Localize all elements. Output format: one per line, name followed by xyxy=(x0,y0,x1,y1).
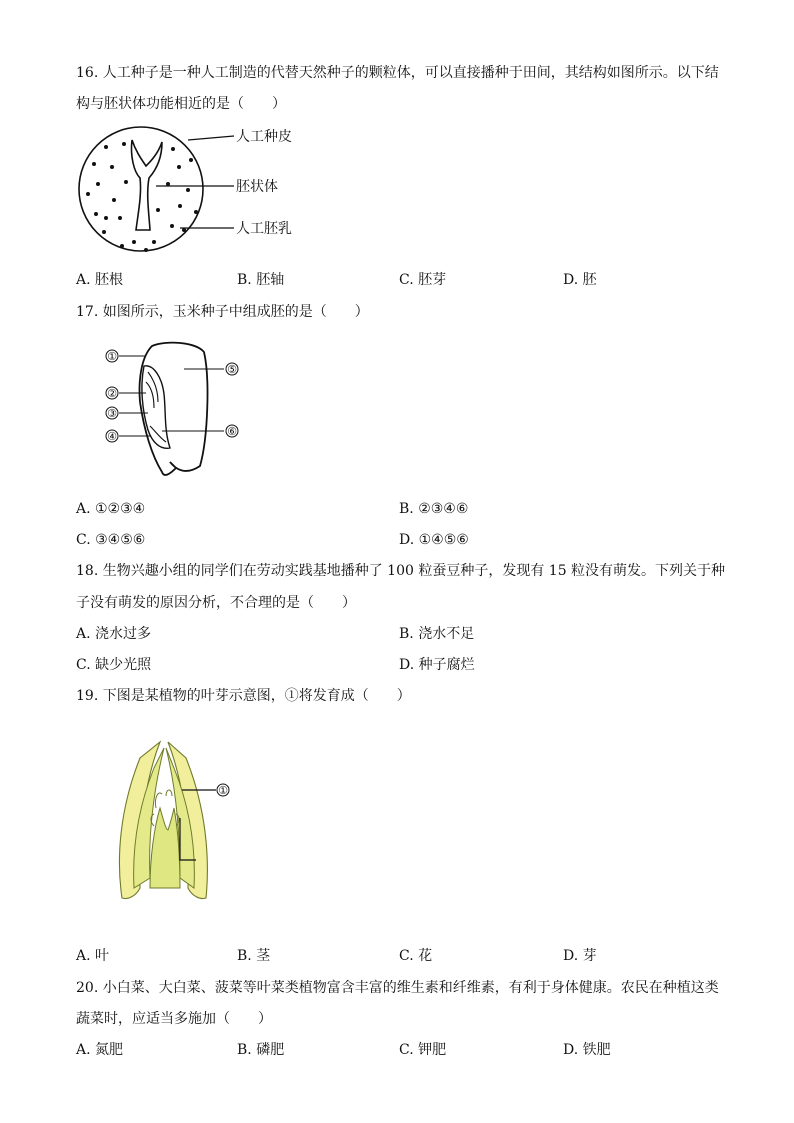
q20-option-d[interactable]: D. 铁肥 xyxy=(563,1042,611,1058)
q16-artificial-seed-figure xyxy=(76,122,316,262)
q16-option-a[interactable]: A. 胚根 xyxy=(76,272,124,288)
label-5: ⑤ xyxy=(227,363,237,376)
q19-option-a[interactable]: A. 叶 xyxy=(76,948,110,964)
q19-option-b[interactable]: B. 茎 xyxy=(237,948,271,964)
q19-option-c[interactable]: C. 花 xyxy=(399,948,433,964)
label-6: ⑥ xyxy=(227,425,237,438)
q16-option-d[interactable]: D. 胚 xyxy=(563,272,597,288)
q17-stem: 17. 如图所示，玉米种子中组成胚的是（ ） xyxy=(76,304,369,320)
label-2: ② xyxy=(107,387,117,400)
q16-option-b[interactable]: B. 胚轴 xyxy=(237,272,285,288)
q20-option-a[interactable]: A. 氮肥 xyxy=(76,1042,124,1058)
q16-stem-line1: 16. 人工种子是一种人工制造的代替天然种子的颗粒体，可以直接播种于田间，其结构如图所示。以下结 xyxy=(76,65,719,81)
q19-leaf-bud-figure xyxy=(110,738,240,904)
seed-outline xyxy=(140,343,208,475)
q18-option-d[interactable]: D. 种子腐烂 xyxy=(399,657,475,673)
label-1: ① xyxy=(218,784,228,797)
q18-option-c[interactable]: C. 缺少光照 xyxy=(76,657,152,673)
q17-option-b[interactable]: B. ②③④⑥ xyxy=(399,501,469,517)
q17-option-d[interactable]: D. ①④⑤⑥ xyxy=(399,532,469,548)
q18-option-a[interactable]: A. 浇水过多 xyxy=(76,626,152,642)
q19-option-d[interactable]: D. 芽 xyxy=(563,948,597,964)
label-1: ① xyxy=(107,350,117,363)
bud-axis xyxy=(150,808,180,888)
q16-stem-line2: 构与胚状体功能相近的是（ ） xyxy=(76,96,286,112)
q17-option-a[interactable]: A. ①②③④ xyxy=(76,501,146,517)
label-artificial-endosperm: 人工胚乳 xyxy=(236,221,292,237)
q20-stem-line2: 蔬菜时，应适当多施加（ ） xyxy=(76,1011,272,1027)
q18-option-b[interactable]: B. 浇水不足 xyxy=(399,626,475,642)
q18-stem-line2: 子没有萌发的原因分析，不合理的是（ ） xyxy=(76,595,356,611)
label-embryoid: 胚状体 xyxy=(236,179,278,195)
q17-option-c[interactable]: C. ③④⑤⑥ xyxy=(76,532,146,548)
embryoid-shape xyxy=(131,140,162,230)
label-3: ③ xyxy=(107,407,117,420)
q20-option-b[interactable]: B. 磷肥 xyxy=(237,1042,285,1058)
q16-option-c[interactable]: C. 胚芽 xyxy=(399,272,447,288)
q18-stem-line1: 18. 生物兴趣小组的同学们在劳动实践基地播种了 100 粒蚕豆种子，发现有 15 粒没有萌发。下列关于种 xyxy=(76,563,726,579)
label-artificial-coat: 人工种皮 xyxy=(236,129,292,145)
q19-stem: 19. 下图是某植物的叶芽示意图，①将发育成（ ） xyxy=(76,688,411,704)
label-4: ④ xyxy=(107,430,117,443)
q20-option-c[interactable]: C. 钾肥 xyxy=(399,1042,447,1058)
q20-stem-line1: 20. 小白菜、大白菜、菠菜等叶菜类植物富含丰富的维生素和纤维素，有利于身体健康。农民在种植这类 xyxy=(76,980,719,996)
q17-corn-seed-figure xyxy=(100,338,260,483)
